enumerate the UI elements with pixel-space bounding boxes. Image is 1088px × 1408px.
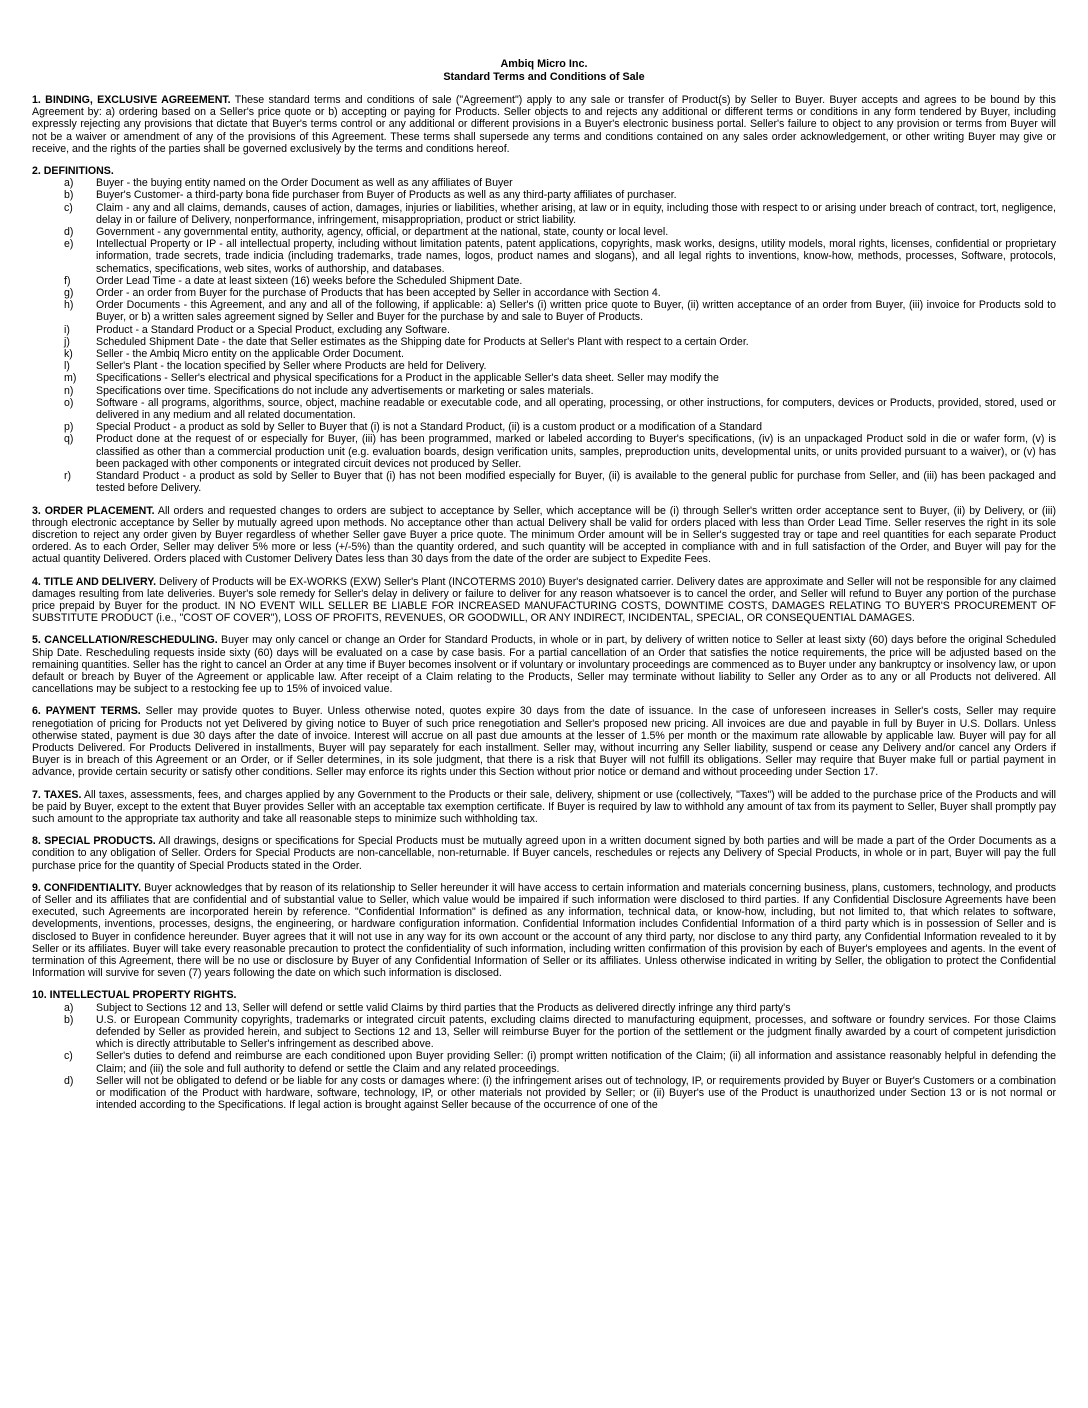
list-item-letter: h): [64, 299, 74, 312]
list-item-letter: i): [64, 323, 70, 336]
section-8-body: All drawings, designs or specifications for Special Products must be mutually agreed upon in a written document signed by both parties and will be made a part of the Order Documents as a condition to any obligation of Seller. Orders for Special Products are non-cancellable, non-returnable. If Buyer cancels, reschedules or rejects any Delivery of Special Products, in whole or in part, Buyer will pay the full purchase price for the quantity of Special Products stated in the Order.: [32, 835, 1056, 872]
list-item-text: Order Lead Time - a date at least sixteen (16) weeks before the Scheduled Shipment Date.: [96, 274, 523, 287]
section-6: [32, 705, 1056, 778]
section-9-body: Buyer acknowledges that by reason of its relationship to Seller hereunder it will have access to certain information and materials concerning business, plans, customers, technology, and products of Seller and its affiliates that are confidential and of substantial value to Seller, which value would be impaired if such information were disclosed to third parties. If any Confidential Disclosure Agreements have been executed, such Agreements are incorporated herein by reference. "Confidential Information" is defined as any information, technical data, or know-how, including, but not limited to, that which relates to software, developments, inventions, processes, designs, the engineering, or hardware configuration information. Confidential Information includes Confidential Information of a third party which is in possession of Seller and is disclosed to Buyer in confidence hereunder. Buyer agrees that it will not use in any way for its own account or the account of any third party, nor disclose to any third party, any Confidential Information revealed to it by Seller or its affiliates. Buyer will take every reasonable precaution to protect the confidentiality of such information, including written confirmation of this provision by each of Buyer's employees and agents. In the event of termination of this Agreement, there will be no use or disclosure by Buyer of any Confidential Information of Seller or its affiliates. Unless otherwise indicated in writing by Seller, the obligation to protect the Confidential Information will survive for seven (7) years following the date on which such information is disclosed.: [32, 881, 1056, 980]
section-9: [32, 882, 1056, 980]
list-item-letter: j): [64, 335, 70, 348]
section-7: [32, 789, 1056, 826]
section-2-heading: 2. DEFINITIONS.: [32, 165, 114, 178]
list-item-letter: o): [64, 396, 74, 409]
list-item: [32, 1050, 1056, 1074]
list-item-letter: d): [64, 226, 74, 239]
list-item-letter: n): [64, 384, 74, 397]
list-item: [32, 433, 1056, 470]
section-4: [32, 576, 1056, 625]
list-item-text: Special Product - a product as sold by Seller to Buyer that (i) is not a Standard Product, (ii) is a custom product or a modification of a Standard: [96, 421, 762, 434]
list-item: [32, 189, 1056, 201]
list-item-letter: c): [64, 201, 73, 214]
list-item-letter: g): [64, 287, 74, 300]
list-item-text: Buyer - the buying entity named on the Order Document as well as any affiliates of Buyer: [96, 177, 513, 190]
list-item-letter: b): [64, 1013, 74, 1026]
section-5-body: Buyer may only cancel or change an Order for Standard Products, in whole or in part, by delivery of written notice to Seller at least sixty (60) days before the original Scheduled Ship Date. Rescheduling requests inside sixty (60) days will be evaluated on a case by case basis. For a partial cancellation of an Order that satisfies the notice requirements, the price will be adjusted based on the remaining quantities. Seller has the right to cancel an Order at any time if Buyer becomes insolvent or if voluntary or involuntary proceedings are commenced as to Buyer under any bankruptcy or insolvency law, or upon default or breach by Buyer of the Agreement or applicable law. After receipt of a Claim relating to the Products, Seller may terminate without liability to Seller any Order as to any or all Products not delivered. All cancellations may be subject to a restocking fee up to 15% of invoiced value.: [32, 634, 1056, 696]
section-4-heading: 4. TITLE AND DELIVERY.: [32, 575, 157, 588]
section-7-heading: 7. TAXES.: [32, 788, 82, 801]
list-item-letter: p): [64, 421, 74, 434]
list-item-text: Seller will not be obligated to defend or be liable for any costs or damages where: (i) the infringement arises out of technology, IP, or requirements provided by Buyer or Buyer's Customers or a combination or modification of the Product with hardware, software, technology, IP, or other materials not provided by Seller; or (ii) Buyer's use of the Product is unauthorized under Section 13 or is not normal or intended according to the Specifications. If legal action is brought against Seller because of the occurrence of one of the: [96, 1074, 1056, 1112]
list-item-text: Subject to Sections 12 and 13, Seller will defend or settle valid Claims by third parties that the Products as delivered directly infringe any third party's: [96, 1001, 791, 1014]
list-item: [32, 287, 1056, 299]
list-item-text: Order - an order from Buyer for the purchase of Products that has been accepted by Seller in accordance with Section 4.: [96, 287, 661, 300]
section-1-heading: 1. BINDING, EXCLUSIVE AGREEMENT.: [32, 94, 231, 106]
list-item-text: Specifications - Seller's electrical and physical specifications for a Product in the applicable Seller's data sheet. Seller may modify the: [96, 372, 719, 385]
list-item: [32, 1014, 1056, 1051]
list-item-letter: r): [64, 470, 72, 483]
section-3: [32, 505, 1056, 566]
list-item-letter: c): [64, 1050, 73, 1063]
ip-rights-list: [32, 1002, 1056, 1112]
document-header: [32, 58, 1056, 84]
list-item-text: Standard Product - a product as sold by Seller to Buyer that (i) has not been modified especially for Buyer, (ii) is available to the general public for purchase from Seller, and (iii) has been packaged and tested before Delivery.: [96, 470, 1056, 495]
section-3-heading: 3. ORDER PLACEMENT.: [32, 504, 155, 517]
list-item: [32, 385, 1056, 397]
section-10-heading: 10. INTELLECTUAL PROPERTY RIGHTS.: [32, 989, 237, 1002]
list-item-text: Product done at the request of or especially for Buyer, (iii) has been programmed, marked or labeled according to Buyer's specifications, (iv) is an unpackaged Product sold in die or wafer form, (v) is classified as other than a commercial production unit (e.g. evaluation boards, design verification units, samples, preproduction units, developmental units, or units provided pursuant to a waiver), or (v) has been packaged with other components or integrated circuit devices not produced by Seller.: [96, 433, 1056, 470]
list-item: [32, 421, 1056, 433]
list-item: [32, 324, 1056, 336]
list-item-letter: e): [64, 238, 74, 251]
section-8-heading: 8. SPECIAL PRODUCTS.: [32, 835, 156, 848]
section-1-body: These standard terms and conditions of sale ("Agreement") apply to any sale or transfer of Product(s) by Seller to Buyer. Buyer accepts and agrees to be bound by this Agreement by: a) ordering based on a Seller's price quote or b) accepting or paying for Products. Seller objects to and rejects any additional or different terms or conditions in any form tendered by Buyer, including expressly rejecting any provisions that dictate that Buyer's terms control or any additional or different provisions in a Buyer's electronic business portal. Seller's failure to object to any provision or terms from Buyer will not be a waiver or amendment of any of the provisions of this Agreement. These terms shall supersede any terms and conditions contained on any sales order acknowledgement, or other writing Buyer may give or receive, and the rights of the parties shall be governed exclusively by the terms and conditions hereof.: [32, 94, 1056, 155]
section-9-heading: 9. CONFIDENTIALITY.: [32, 881, 142, 894]
section-1: [32, 94, 1056, 155]
definitions-list: [32, 177, 1056, 494]
list-item-letter: a): [64, 1001, 74, 1014]
section-5-heading: 5. CANCELLATION/RESCHEDULING.: [32, 634, 218, 647]
list-item: [32, 202, 1056, 226]
list-item-text: Software - all programs, algorithms, source, object, machine readable or executable code, and all operating, processing, or other instructions, for computers, devices or Products, provided, stored, used or delivered in any medium and all related documentation.: [96, 396, 1056, 422]
list-item-text: Intellectual Property or IP - all intellectual property, including without limitation patents, patent applications, copyrights, mask works, designs, utility models, moral rights, licenses, confidential or proprietary information, trade secrets, trade indicia (including trademarks, trade names, logos, product names and slogans), and all legal rights to inventions, know-how, methods, processes, Software, protocols, schematics, specifications, web sites, works of authorship, and databases.: [96, 238, 1056, 275]
company-name: Ambiq Micro Inc.: [500, 58, 588, 70]
list-item: [32, 348, 1056, 360]
list-item-text: Seller - the Ambiq Micro entity on the applicable Order Document.: [96, 348, 404, 361]
list-item: [32, 177, 1056, 189]
list-item: [32, 336, 1056, 348]
list-item-text: Claim - any and all claims, demands, causes of action, damages, injuries or liabilities, whether arising, at law or in equity, including those with respect to or arising under breach of contract, tort, negligence, delay in or failure of Delivery, nonperformance, infringement, misappropriation, product or strict liability.: [96, 201, 1056, 226]
section-6-body: Seller may provide quotes to Buyer. Unless otherwise noted, quotes expire 30 days from the date of issuance. In the case of unforeseen increases in Seller's costs, Seller may require renegotiation of pricing for Products not yet Delivered by giving notice to Buyer of such price renegotiation and Seller's proposed new pricing. All invoices are due and payable in full by Buyer in U.S. Dollars. Unless otherwise stated, payment is due 30 days after the date of invoice. Interest will accrue on all past due amounts at the lesser of 1.5% per month or the maximum rate allowable by applicable law. Buyer will pay for all Products Delivered. For Products Delivered in installments, Buyer will pay separately for each installment. Seller may, without incurring any Seller liability, suspend or cease any Delivery and/or cancel any Orders if Buyer is in breach of this Agreement or an Order, or if Seller determines, in its sole judgment, that there is a risk that Buyer will not fulfill its obligations. Seller may require that Buyer make full or partial payment in advance, provide certain security or satisfy other conditions. Seller may enforce its rights under this Section without prior notice or demand and without proceeding under Section 17.: [32, 705, 1056, 779]
list-item-text: Order Documents - this Agreement, and any and all of the following, if applicable: a) Seller's (i) written price quote to Buyer, (ii) written acceptance of an order from Buyer, (iii) invoice for Products sold to Buyer, or b) a written sales agreement signed by Seller and Buyer for the purchase by and sale to Buyer of Products.: [96, 299, 1056, 324]
list-item: [32, 226, 1056, 238]
section-6-heading: 6. PAYMENT TERMS.: [32, 705, 141, 718]
list-item-letter: m): [64, 372, 77, 385]
list-item: [32, 1075, 1056, 1112]
list-item-letter: f): [64, 274, 71, 287]
section-3-body: All orders and requested changes to orders are subject to acceptance by Seller, which acceptance will be (i) through Seller's written order acceptance sent to Buyer, (ii) by Delivery, or (iii) through electronic acceptance by Seller by mutually agreed upon methods. No acceptance other than actual Delivery shall be valid for orders placed with less than Order Lead Time. Seller reserves the right in its sole discretion to reject any order given by Buyer regardless of whether Seller gave Buyer a price quote. The minimum Order amount will be in Seller's suggested tray or tape and reel quantities for each separate Product ordered. As to each Order, Seller may deliver 5% more or less (+/-5%) than the quantity ordered, and such quantity will be accepted in compliance with and in full satisfaction of the Order, and Buyer will pay for the actual quantity Delivered. Orders placed with Customer Delivery Dates less than 30 days from the date of the order are subject to Expedite Fees.: [32, 504, 1056, 566]
list-item: [32, 470, 1056, 494]
list-item-text: Product - a Standard Product or a Special Product, excluding any Software.: [96, 323, 450, 336]
list-item-text: U.S. or European Community copyrights, trademarks or integrated circuit patents, excluding claims directed to manufacturing equipment, processes, and software or foundry services. For those Claims defended by Seller as provided herein, and subject to Sections 12 and 13, Seller will reimburse Buyer for the portion of the settlement or the judgment finally awarded by a court of competent jurisdiction which is directly attributable to Seller's infringement as described above.: [96, 1013, 1056, 1051]
list-item-text: Seller's duties to defend and reimburse are each conditioned upon Buyer providing Seller: (i) prompt written notification of the Claim; (ii) all information and assistance reasonably helpful in defending the Claim; and (iii) the sole and full authority to defend or settle the Claim and any related proceedings.: [96, 1050, 1056, 1075]
list-item-letter: d): [64, 1074, 74, 1087]
list-item-letter: b): [64, 189, 74, 202]
list-item-letter: l): [64, 360, 70, 373]
list-item: [32, 275, 1056, 287]
list-item: [32, 372, 1056, 384]
list-item-text: Buyer's Customer- a third-party bona fide purchaser from Buyer of Products as well as any third-party affiliates of purchaser.: [96, 189, 677, 202]
list-item-text: Specifications over time. Specifications do not include any advertisements or marketing or sales materials.: [96, 384, 594, 397]
list-item-letter: a): [64, 177, 74, 190]
list-item: [32, 299, 1056, 323]
section-5: [32, 634, 1056, 695]
list-item-letter: k): [64, 348, 73, 361]
list-item: [32, 360, 1056, 372]
section-8: [32, 835, 1056, 872]
list-item: [32, 238, 1056, 275]
list-item-text: Seller's Plant - the location specified by Seller where Products are held for Delivery.: [96, 360, 487, 373]
section-7-body: All taxes, assessments, fees, and charges applied by any Government to the Products or their sale, delivery, shipment or use (collectively, "Taxes") will be added to the purchase price of the Products and will be paid by Buyer, except to the extent that Buyer provides Seller with an acceptable tax exemption certificate. If Buyer is required by law to withhold any amount of tax from its payment to Seller, Buyer shall promptly pay such amount to the appropriate tax authority and take all reasonable steps to minimize such withholding tax.: [32, 788, 1056, 825]
section-4-body: Delivery of Products will be EX-WORKS (EXW) Seller's Plant (INCOTERMS 2010) Buyer's designated carrier. Delivery dates are approximate and Seller will not be responsible for any claimed damages resulting from late deliveries. Buyer's sole remedy for Seller's delay in delivery or failure to deliver for any reason whatsoever is to cancel the order, and Seller will refund to Buyer any portion of the purchase price prepaid by Buyer for the product. IN NO EVENT WILL SELLER BE LIABLE FOR INCREASED MANUFACTURING COSTS, DOWNTIME COSTS, DAMAGES RELATING TO BUYER'S PROCUREMENT OF SUBSTITUTE PRODUCT (i.e., "COST OF COVER"), LOSS OF PROFITS, REVENUES, OR GOODWILL, OR ANY INDIRECT, INCIDENTAL, SPECIAL, OR CONSEQUENTIAL DAMAGES.: [32, 575, 1056, 625]
list-item: [32, 1002, 1056, 1014]
list-item-letter: q): [64, 433, 74, 446]
list-item-text: Scheduled Shipment Date - the date that Seller estimates as the Shipping date for Products at Seller's Plant with respect to a certain Order.: [96, 335, 749, 348]
list-item: [32, 397, 1056, 421]
list-item-text: Government - any governmental entity, authority, agency, official, or department at the national, state, county or local level.: [96, 226, 669, 239]
document-title: Standard Terms and Conditions of Sale: [443, 71, 645, 83]
